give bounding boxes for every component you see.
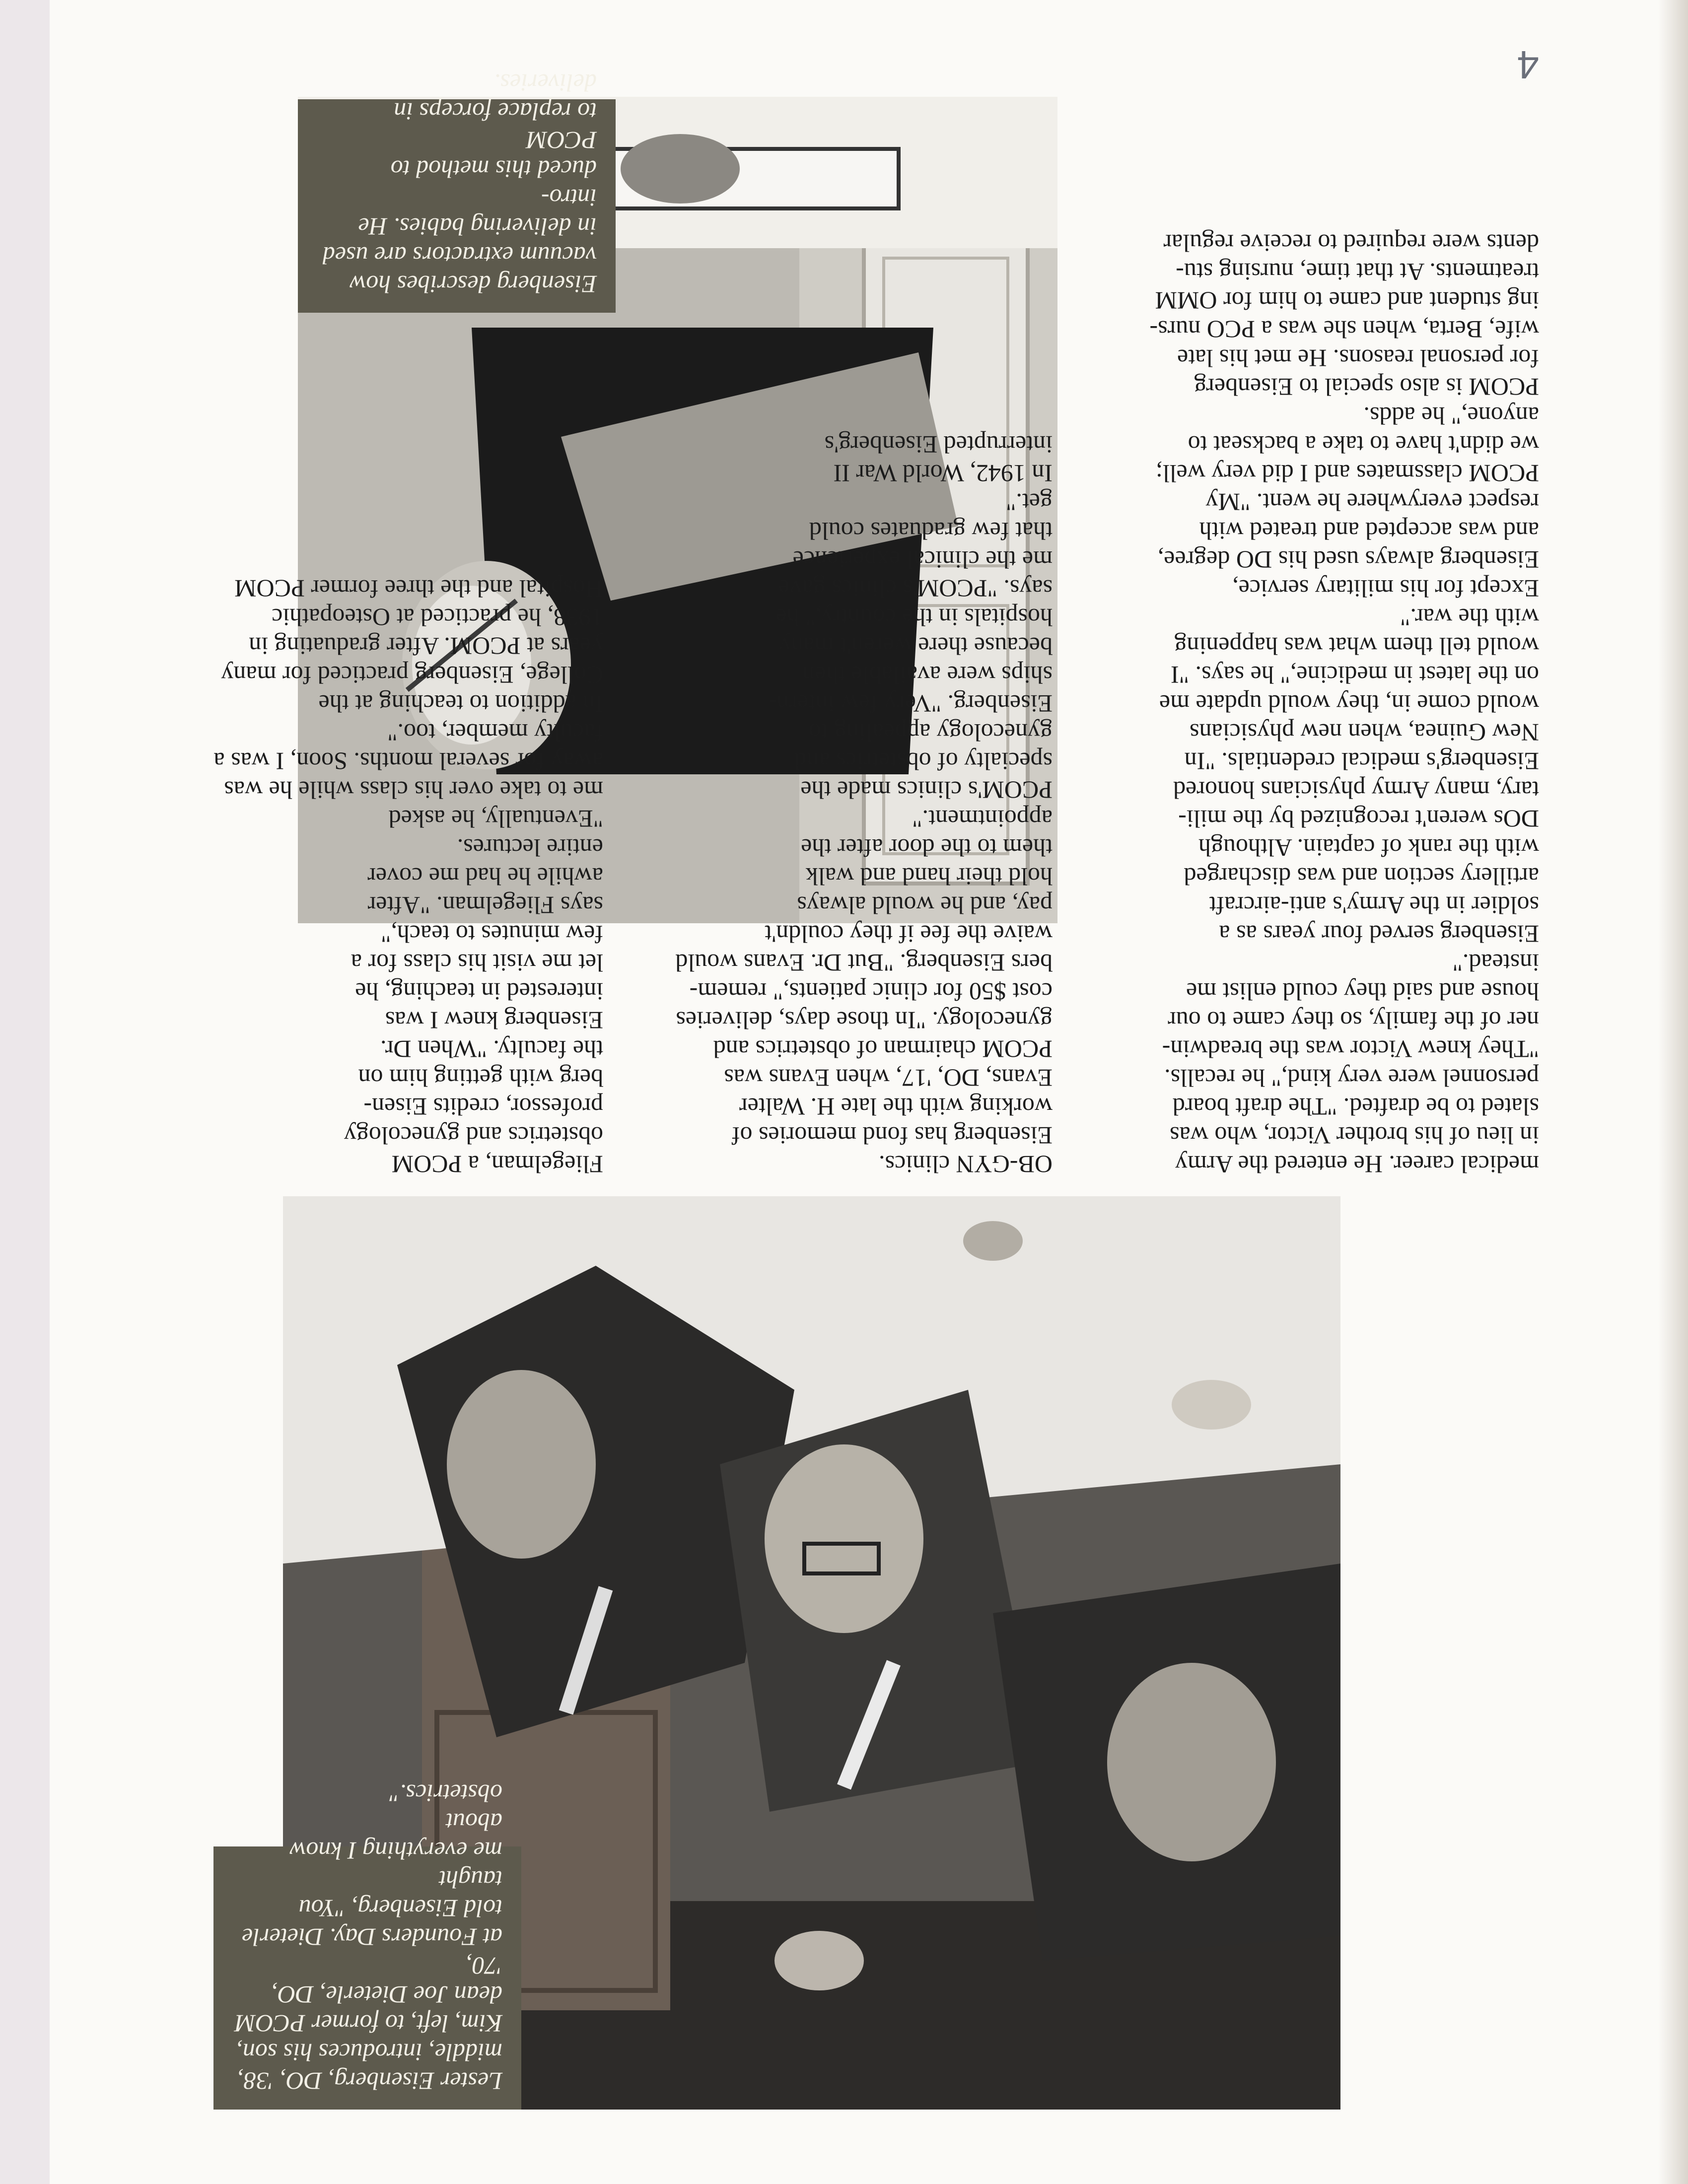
caption-founders-day-text: Lester Eisenberg, DO, '38, middle, introduces his son, Kim, left, to former PCOM dean Joe Dieterle, DO, '70, at Founders Day. Dieterle told Eisenberg, "You taught me everything I know about obstetrics." (235, 1779, 502, 2095)
text-line: PCOM is also special to Eisenberg (1194, 373, 1539, 401)
text-line: working with the late H. Walter (739, 1093, 1053, 1121)
text-line: interested in teaching, he (355, 978, 603, 1006)
article-column-right-top (156, 360, 603, 1179)
text-line: professor, credits Eisen- (363, 1093, 603, 1121)
text-line: and was accepted and treated with (1199, 517, 1539, 545)
text-line: respect everywhere he went. "My (1205, 488, 1539, 516)
text-line: berg with getting him on (358, 1064, 603, 1092)
text-line: let me visit his class for a (351, 949, 603, 977)
text-line: gynecology appealing to (808, 719, 1053, 747)
text-line: dents were required to receive regular (1163, 229, 1539, 257)
caption-vacuum-extractor-text: Eisenberg describes how vacuum extractors are used in delivering babies. He intro- duced this method to PCOM to replace forceps in deliveries. (322, 69, 597, 298)
text-line: soldier in the Army's anti-aircraft (1209, 891, 1539, 919)
text-line: Evans, DO, '17, when Evans was (724, 1064, 1053, 1092)
text-line: wife, Berta, when she was a PCO nurs- (1149, 316, 1539, 343)
caption-founders-day (213, 1779, 521, 2110)
text-line: the faculty. "When Dr. (380, 1035, 603, 1063)
text-line: specialty of obstetrics and (794, 748, 1053, 775)
text-line: entire lectures. (457, 834, 603, 862)
text-line: instead." (1452, 949, 1539, 977)
text-line: for personal reasons. He met his late (1177, 344, 1539, 372)
text-line: tary, many Army physicians honored (1173, 776, 1539, 804)
text-line: personnel were very kind," he recalls. (1164, 1064, 1539, 1092)
text-line: Hospital and the three former PCOM (234, 575, 603, 603)
text-line: treatments. At that time, nursing stu- (1176, 258, 1539, 286)
text-line: me the clinical experience (792, 546, 1053, 574)
text-line: ing student and came to him for OMM (1155, 287, 1539, 315)
text-line: anyone," he adds. (1363, 402, 1539, 430)
text-line: PCOM's clinics made the (800, 776, 1053, 804)
text-line: house and said they could enlist me (1186, 978, 1539, 1006)
text-line: on the latest in medicine," he says. "I (1170, 661, 1539, 689)
text-line: pay, and he would always (797, 891, 1053, 919)
text-line: Eisenberg knew I was (385, 1007, 603, 1034)
text-line: Eisenberg's medical credentials. "In (1184, 748, 1539, 775)
text-line: College, Eisenberg practiced for many (221, 661, 603, 689)
text-line: Fliegelman, a PCOM (391, 1151, 603, 1178)
text-line: In addition to teaching at the (318, 690, 603, 718)
text-line: in lieu of his brother Victor, who was (1170, 1122, 1539, 1150)
page-number: 4 (1517, 43, 1539, 87)
binding-shadow (1658, 0, 1688, 2184)
text-line: Eisenberg. "Very few intern- (768, 690, 1053, 718)
text-line: me to take over his class while he was (224, 776, 603, 804)
text-line: DOs weren't recognized by the mili- (1178, 805, 1539, 833)
text-line: away for several months. Soon, I was a (213, 748, 603, 775)
text-line: bers Eisenberg. "But Dr. Evans would (675, 949, 1053, 977)
caption-vacuum-extractor (298, 69, 616, 313)
text-line: hospitals in the country," he (775, 604, 1053, 631)
text-line: OB-GYN clinics. (879, 1151, 1053, 1178)
text-line: slated to be drafted. "The draft board (1172, 1093, 1539, 1121)
text-line: awhile he had me cover (367, 863, 603, 890)
text-line: says. "PCOM's clinics gave (778, 575, 1053, 603)
text-line: Except for his military service, (1232, 575, 1539, 603)
text-line: hold their hand and walk (805, 863, 1053, 890)
text-line: get." (1006, 488, 1053, 516)
text-line: ner of the family, so they came to our (1168, 1007, 1539, 1034)
text-line: few minutes to teach," (380, 920, 603, 948)
text-line: "They knew Victor was the breadwin- (1162, 1035, 1539, 1063)
text-line: because there weren't many (778, 632, 1053, 660)
text-line: them to the door after the (801, 834, 1053, 862)
text-line: that few graduates could (809, 517, 1053, 545)
text-line: would come in, they would update me (1159, 690, 1539, 718)
text-line: with the rank of captain. Although (1198, 834, 1539, 862)
text-line: faculty member, too." (387, 719, 603, 747)
text-line: In 1942, World War II (833, 460, 1053, 487)
text-line: gynecology. "In those days, deliveries (676, 1007, 1053, 1034)
page-edge-tint (0, 0, 50, 2184)
text-line: artillery section and was discharged (1184, 863, 1539, 890)
text-line: ships were available then (802, 661, 1053, 689)
text-line: Eisenberg served four years as a (1219, 920, 1539, 948)
text-line: interrupted Eisenberg's (824, 431, 1053, 459)
article-column-middle (611, 360, 1053, 1179)
text-line: PCOM classmates and I did very well; (1155, 460, 1539, 487)
text-line: Eisenberg has fond memories of (731, 1122, 1053, 1150)
text-line: years at PCOM. After graduating in (249, 632, 603, 660)
article-column-left (1062, 136, 1539, 1179)
text-line: PCOM chairman of obstetrics and (713, 1035, 1053, 1063)
text-line: would tell them what was happening (1174, 632, 1539, 660)
text-line: Eisenberg always used his DO degree, (1157, 546, 1539, 574)
text-line: we didn't have to take a backseat to (1188, 431, 1539, 459)
text-line: obstetrics and gynecology (344, 1122, 603, 1150)
text-line: 1938, he practiced at Osteopathic (272, 604, 603, 631)
text-line: medical career. He entered the Army (1175, 1151, 1539, 1178)
text-line: waive the fee if they couldn't (765, 920, 1053, 948)
text-line: "Eventually, he asked (388, 805, 603, 833)
text-line: with the war." (1400, 604, 1539, 631)
text-line: cost $50 for clinic patients," remem- (689, 978, 1053, 1006)
text-line: New Guinea, when new physicians (1190, 719, 1539, 747)
text-line: says Fliegelman. "After (367, 891, 603, 919)
text-line: appointment." (912, 805, 1053, 833)
